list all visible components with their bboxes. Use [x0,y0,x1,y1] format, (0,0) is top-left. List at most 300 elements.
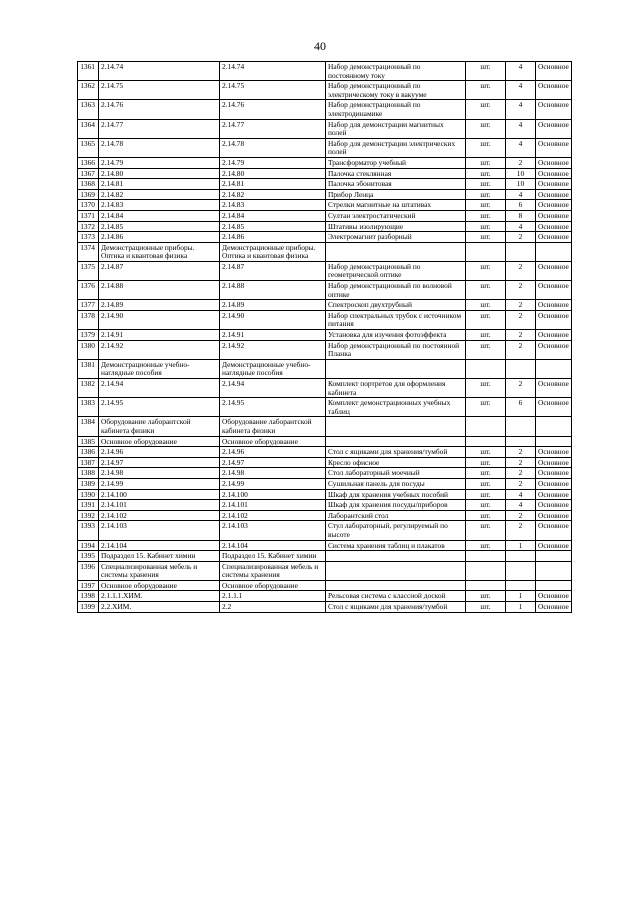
item-code-cell: Специализированная мебель и системы хранения [99,561,220,580]
item-name-cell: Шкаф для хранения учебных пособий [326,489,466,500]
catalog-code-cell: 2.14.76 [220,100,326,119]
item-name-cell: Набор спектральных трубок с источником питания [326,310,466,329]
quantity-cell: 2 [506,300,536,311]
unit-cell: шт. [466,330,506,341]
table-row [78,468,572,479]
quantity-cell: 2 [506,232,536,243]
table-row [78,62,572,81]
item-name-cell: Электромагнит разборный [326,232,466,243]
table-row [78,340,572,359]
unit-cell: шт. [466,100,506,119]
catalog-code-cell: 2.14.101 [220,500,326,511]
item-name-cell: Комплект демонстрационных учебных таблиц [326,398,466,417]
row-number-cell: 1381 [78,359,99,378]
row-number-cell: 1383 [78,398,99,417]
category-cell: Основное [536,478,572,489]
catalog-code-cell: 2.14.80 [220,168,326,179]
catalog-code-cell: Оборудование лаборантской кабинета физики [220,417,326,436]
category-cell: Основное [536,398,572,417]
unit-cell: шт. [466,457,506,468]
row-number-cell: 1397 [78,580,99,591]
item-name-cell: Набор демонстрационный по постоянному току [326,62,466,81]
quantity-cell: 4 [506,119,536,138]
row-number-cell: 1396 [78,561,99,580]
unit-cell: шт. [466,468,506,479]
item-name-cell: Палочка эбонитовая [326,179,466,190]
row-number-cell: 1362 [78,81,99,100]
row-number-cell: 1361 [78,62,99,81]
catalog-code-cell: 2.14.84 [220,210,326,221]
item-code-cell: 2.14.75 [99,81,220,100]
quantity-cell [506,580,536,591]
table-row [78,457,572,468]
quantity-cell [506,551,536,562]
table-row [78,157,572,168]
quantity-cell: 2 [506,478,536,489]
catalog-code-cell: 2.14.95 [220,398,326,417]
item-code-cell: 2.14.81 [99,179,220,190]
item-name-cell: Система хранения таблиц и плакатов [326,540,466,551]
item-code-cell: 2.1.1.1.ХИМ. [99,591,220,602]
item-code-cell: 2.14.87 [99,261,220,280]
table-row [78,436,572,447]
unit-cell: шт. [466,478,506,489]
unit-cell: шт. [466,591,506,602]
quantity-cell [506,242,536,261]
row-number-cell: 1389 [78,478,99,489]
table-row [78,398,572,417]
category-cell: Основное [536,179,572,190]
unit-cell: шт. [466,138,506,157]
table-row [78,310,572,329]
item-name-cell: Набор для демонстрации электрических полей [326,138,466,157]
item-name-cell: Спектроскоп двухтрубный [326,300,466,311]
catalog-code-cell: 2.14.98 [220,468,326,479]
item-name-cell: Установка для изучения фотоэффекта [326,330,466,341]
catalog-code-cell: 2.14.99 [220,478,326,489]
row-number-cell: 1373 [78,232,99,243]
row-number-cell: 1386 [78,447,99,458]
catalog-code-cell: 2.14.89 [220,300,326,311]
quantity-cell: 4 [506,489,536,500]
unit-cell: шт. [466,210,506,221]
unit-cell: шт. [466,232,506,243]
row-number-cell: 1371 [78,210,99,221]
item-name-cell: Набор демонстрационный по электрическому току в вакууме [326,81,466,100]
unit-cell: шт. [466,221,506,232]
item-code-cell: Оборудование лаборантской кабинета физики [99,417,220,436]
unit-cell: шт. [466,379,506,398]
category-cell: Основное [536,602,572,613]
item-code-cell: 2.14.76 [99,100,220,119]
unit-cell [466,580,506,591]
category-cell [536,551,572,562]
quantity-cell: 4 [506,81,536,100]
table-row [78,242,572,261]
row-number-cell: 1392 [78,510,99,521]
unit-cell: шт. [466,310,506,329]
row-number-cell: 1388 [78,468,99,479]
row-number-cell: 1377 [78,300,99,311]
equipment-table [77,61,572,613]
quantity-cell: 4 [506,189,536,200]
unit-cell: шт. [466,189,506,200]
row-number-cell: 1369 [78,189,99,200]
table-row [78,200,572,211]
item-code-cell: Основное оборудование [99,436,220,447]
unit-cell [466,551,506,562]
table-row [78,330,572,341]
row-number-cell: 1375 [78,261,99,280]
catalog-code-cell: 2.14.81 [220,179,326,190]
item-code-cell: 2.14.97 [99,457,220,468]
table-row [78,478,572,489]
catalog-code-cell: 2.14.103 [220,521,326,540]
catalog-code-cell: 2.14.77 [220,119,326,138]
page-number: 40 [314,39,326,53]
unit-cell [466,242,506,261]
quantity-cell: 4 [506,62,536,81]
item-name-cell [326,551,466,562]
item-name-cell: Сушильная панель для посуды [326,478,466,489]
table-row [78,232,572,243]
item-name-cell: Султан электростатический [326,210,466,221]
item-code-cell: 2.14.101 [99,500,220,511]
catalog-code-cell: 2.14.102 [220,510,326,521]
item-code-cell: 2.14.98 [99,468,220,479]
unit-cell: шт. [466,521,506,540]
catalog-code-cell: 2.14.96 [220,447,326,458]
quantity-cell: 8 [506,210,536,221]
category-cell: Основное [536,310,572,329]
unit-cell [466,417,506,436]
quantity-cell: 2 [506,468,536,479]
item-name-cell: Шкаф для хранения посуды/приборов [326,500,466,511]
row-number-cell: 1395 [78,551,99,562]
catalog-code-cell: 2.14.104 [220,540,326,551]
quantity-cell: 6 [506,398,536,417]
category-cell: Основное [536,62,572,81]
item-code-cell: 2.14.92 [99,340,220,359]
unit-cell [466,436,506,447]
category-cell [536,436,572,447]
quantity-cell: 4 [506,500,536,511]
catalog-code-cell: 2.14.86 [220,232,326,243]
row-number-cell: 1393 [78,521,99,540]
table-row [78,81,572,100]
category-cell: Основное [536,591,572,602]
unit-cell: шт. [466,398,506,417]
table-row [78,510,572,521]
quantity-cell: 1 [506,591,536,602]
category-cell: Основное [536,521,572,540]
item-name-cell [326,580,466,591]
row-number-cell: 1376 [78,281,99,300]
item-code-cell: 2.14.79 [99,157,220,168]
catalog-code-cell: 2.14.82 [220,189,326,200]
quantity-cell: 10 [506,179,536,190]
category-cell: Основное [536,340,572,359]
quantity-cell: 4 [506,100,536,119]
item-code-cell: 2.14.103 [99,521,220,540]
table-row [78,551,572,562]
item-code-cell: 2.14.85 [99,221,220,232]
category-cell [536,417,572,436]
row-number-cell: 1385 [78,436,99,447]
category-cell: Основное [536,447,572,458]
quantity-cell: 2 [506,281,536,300]
row-number-cell: 1391 [78,500,99,511]
unit-cell: шт. [466,281,506,300]
quantity-cell: 1 [506,540,536,551]
item-name-cell: Набор демонстрационный по электродинамике [326,100,466,119]
category-cell: Основное [536,300,572,311]
unit-cell: шт. [466,62,506,81]
table-row [78,561,572,580]
table-row [78,221,572,232]
unit-cell: шт. [466,168,506,179]
row-number-cell: 1363 [78,100,99,119]
category-cell: Основное [536,500,572,511]
row-number-cell: 1364 [78,119,99,138]
quantity-cell: 4 [506,138,536,157]
catalog-code-cell: 2.1.1.1 [220,591,326,602]
item-code-cell: 2.14.91 [99,330,220,341]
unit-cell: шт. [466,500,506,511]
catalog-code-cell: 2.2 [220,602,326,613]
unit-cell: шт. [466,489,506,500]
item-name-cell: Палочка стеклянная [326,168,466,179]
table-row [78,168,572,179]
row-number-cell: 1380 [78,340,99,359]
table-row [78,261,572,280]
quantity-cell: 6 [506,200,536,211]
unit-cell: шт. [466,179,506,190]
item-code-cell: Основное оборудование [99,580,220,591]
row-number-cell: 1399 [78,602,99,613]
catalog-code-cell: 2.14.97 [220,457,326,468]
catalog-code-cell: 2.14.92 [220,340,326,359]
item-name-cell [326,417,466,436]
row-number-cell: 1394 [78,540,99,551]
row-number-cell: 1374 [78,242,99,261]
item-name-cell [326,242,466,261]
table-row [78,417,572,436]
category-cell: Основное [536,232,572,243]
item-code-cell: 2.14.83 [99,200,220,211]
item-code-cell: 2.14.88 [99,281,220,300]
quantity-cell: 4 [506,221,536,232]
catalog-code-cell: Демонстрационные приборы. Оптика и квантовая физика [220,242,326,261]
table-row [78,119,572,138]
item-name-cell: Кресло офисное [326,457,466,468]
item-name-cell: Трансформатор учебный [326,157,466,168]
unit-cell: шт. [466,200,506,211]
row-number-cell: 1398 [78,591,99,602]
row-number-cell: 1372 [78,221,99,232]
row-number-cell: 1382 [78,379,99,398]
quantity-cell: 1 [506,602,536,613]
item-code-cell: 2.14.96 [99,447,220,458]
item-name-cell [326,436,466,447]
unit-cell: шт. [466,540,506,551]
category-cell: Основное [536,540,572,551]
table-row [78,500,572,511]
category-cell: Основное [536,379,572,398]
item-code-cell: Подраздел 15. Кабинет химии [99,551,220,562]
category-cell [536,580,572,591]
table-row [78,447,572,458]
item-code-cell: 2.14.86 [99,232,220,243]
catalog-code-cell: 2.14.88 [220,281,326,300]
item-code-cell: 2.14.104 [99,540,220,551]
quantity-cell [506,436,536,447]
quantity-cell [506,359,536,378]
item-code-cell: 2.14.100 [99,489,220,500]
category-cell [536,561,572,580]
catalog-code-cell: 2.14.75 [220,81,326,100]
item-code-cell: 2.14.94 [99,379,220,398]
quantity-cell: 2 [506,379,536,398]
catalog-code-cell: 2.14.78 [220,138,326,157]
catalog-code-cell: Демонстрационные учебно-наглядные пособия [220,359,326,378]
quantity-cell [506,561,536,580]
catalog-code-cell: 2.14.83 [220,200,326,211]
catalog-code-cell: Основное оборудование [220,436,326,447]
table-row [78,300,572,311]
category-cell: Основное [536,119,572,138]
item-code-cell: Демонстрационные учебно-наглядные пособия [99,359,220,378]
unit-cell: шт. [466,510,506,521]
row-number-cell: 1387 [78,457,99,468]
unit-cell [466,359,506,378]
item-code-cell: Демонстрационные приборы. Оптика и квантовая физика [99,242,220,261]
unit-cell: шт. [466,157,506,168]
row-number-cell: 1365 [78,138,99,157]
item-name-cell: Набор демонстрационный по волновой оптике [326,281,466,300]
table-row [78,379,572,398]
table-row [78,591,572,602]
table-row [78,602,572,613]
category-cell: Основное [536,157,572,168]
item-name-cell: Стол лабораторный моечный [326,468,466,479]
quantity-cell: 2 [506,521,536,540]
category-cell: Основное [536,281,572,300]
table-row [78,179,572,190]
unit-cell: шт. [466,261,506,280]
quantity-cell: 2 [506,157,536,168]
category-cell: Основное [536,457,572,468]
item-code-cell: 2.14.90 [99,310,220,329]
quantity-cell: 10 [506,168,536,179]
quantity-cell [506,417,536,436]
table-row [78,540,572,551]
row-number-cell: 1379 [78,330,99,341]
item-code-cell: 2.14.102 [99,510,220,521]
catalog-code-cell: 2.14.90 [220,310,326,329]
item-name-cell: Набор демонстрационный по геометрической оптике [326,261,466,280]
item-code-cell: 2.14.84 [99,210,220,221]
category-cell: Основное [536,81,572,100]
catalog-code-cell: 2.14.79 [220,157,326,168]
item-code-cell: 2.14.77 [99,119,220,138]
quantity-cell: 2 [506,457,536,468]
quantity-cell: 2 [506,261,536,280]
row-number-cell: 1366 [78,157,99,168]
row-number-cell: 1367 [78,168,99,179]
catalog-code-cell: Специализированная мебель и системы хранения [220,561,326,580]
catalog-code-cell: 2.14.94 [220,379,326,398]
quantity-cell: 2 [506,310,536,329]
unit-cell: шт. [466,340,506,359]
item-name-cell: Набор демонстрационный по постоянной Планка [326,340,466,359]
category-cell [536,359,572,378]
category-cell: Основное [536,138,572,157]
row-number-cell: 1368 [78,179,99,190]
item-name-cell [326,561,466,580]
category-cell: Основное [536,510,572,521]
quantity-cell: 2 [506,340,536,359]
category-cell: Основное [536,489,572,500]
row-number-cell: 1370 [78,200,99,211]
item-name-cell: Комплект портретов для оформления кабинета [326,379,466,398]
item-name-cell [326,359,466,378]
catalog-code-cell: Основное оборудование [220,580,326,591]
catalog-code-cell: 2.14.87 [220,261,326,280]
item-name-cell: Стрелки магнитные на штативах [326,200,466,211]
item-code-cell: 2.14.89 [99,300,220,311]
table-row [78,281,572,300]
table-row [78,100,572,119]
item-name-cell: Штативы изолирующие [326,221,466,232]
quantity-cell: 2 [506,330,536,341]
category-cell: Основное [536,189,572,200]
item-name-cell: Стул лабораторный, регулируемый по высоте [326,521,466,540]
unit-cell [466,561,506,580]
category-cell: Основное [536,330,572,341]
category-cell: Основное [536,100,572,119]
category-cell [536,242,572,261]
table-row [78,189,572,200]
unit-cell: шт. [466,119,506,138]
table-row [78,138,572,157]
item-code-cell: 2.14.80 [99,168,220,179]
catalog-code-cell: 2.14.100 [220,489,326,500]
item-code-cell: 2.14.95 [99,398,220,417]
catalog-code-cell: 2.14.91 [220,330,326,341]
item-code-cell: 2.14.74 [99,62,220,81]
table-row [78,210,572,221]
item-name-cell: Рельсовая система с классной доской [326,591,466,602]
category-cell: Основное [536,468,572,479]
item-name-cell: Стол с ящиками для хранения/тумбой [326,447,466,458]
unit-cell: шт. [466,447,506,458]
category-cell: Основное [536,168,572,179]
unit-cell: шт. [466,300,506,311]
category-cell: Основное [536,200,572,211]
unit-cell: шт. [466,602,506,613]
row-number-cell: 1384 [78,417,99,436]
item-code-cell: 2.2.ХИМ. [99,602,220,613]
table-row [78,489,572,500]
row-number-cell: 1390 [78,489,99,500]
category-cell: Основное [536,221,572,232]
item-name-cell: Набор для демонстрации магнитных полей [326,119,466,138]
category-cell: Основное [536,261,572,280]
table-row [78,359,572,378]
catalog-code-cell: Подраздел 15. Кабинет химии [220,551,326,562]
item-name-cell: Лаборантский стол [326,510,466,521]
